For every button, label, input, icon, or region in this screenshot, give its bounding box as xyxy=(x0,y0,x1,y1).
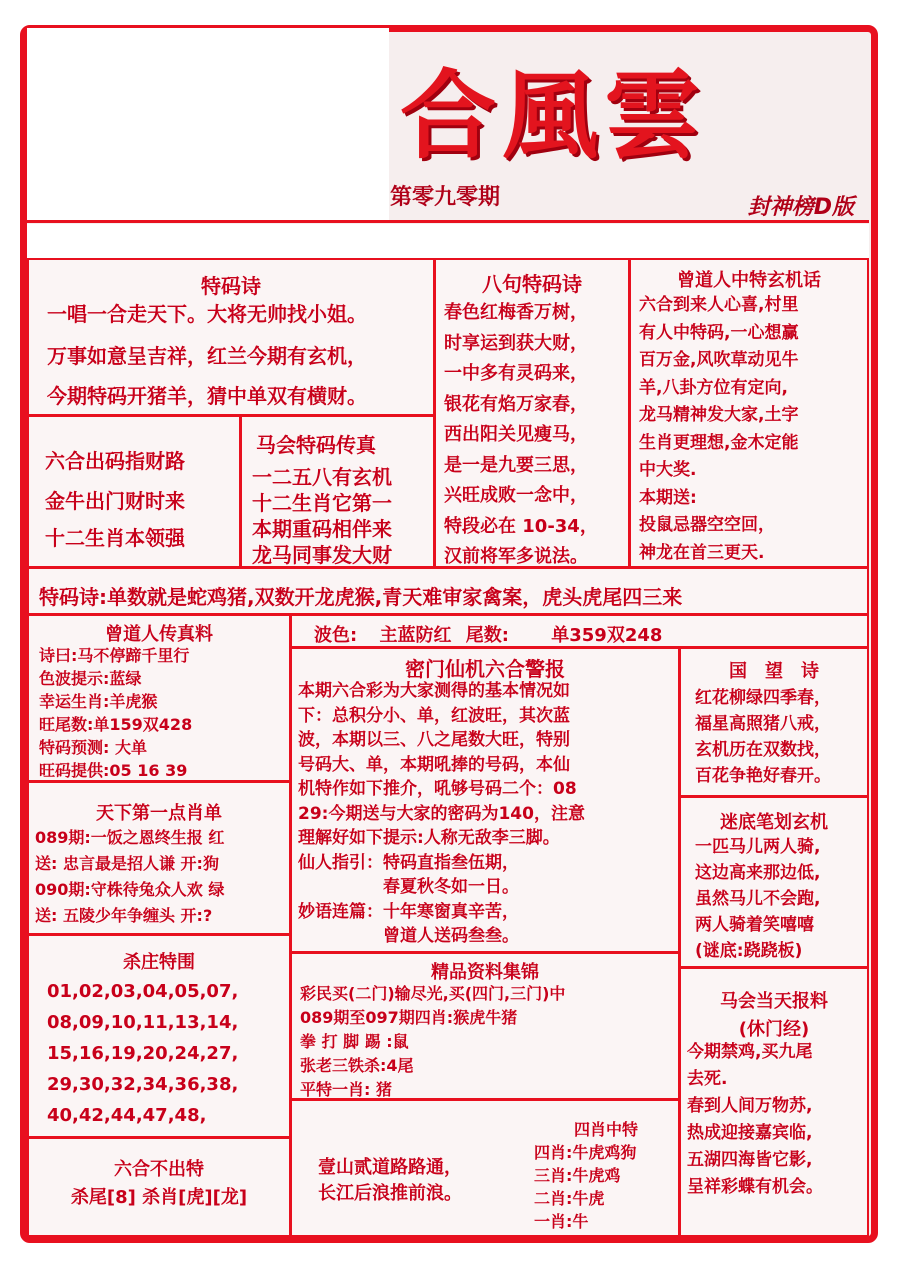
jingpin-line: 张老三铁杀:4尾 xyxy=(300,1056,414,1075)
issue-number: 第零九零期 xyxy=(390,185,501,210)
tail-value: 单359双248 xyxy=(551,625,663,646)
tianxia-line: 089期:一饭之恩终生报 红 xyxy=(35,828,225,847)
liuhe-caifu-line: 六合出码指财路 xyxy=(45,449,185,473)
mahui-baoliao-line: 五湖四海皆它影, xyxy=(687,1150,813,1170)
mimen-line: 29:今期送与大家的密码为140，注意 xyxy=(298,803,585,824)
white-strip xyxy=(27,224,869,258)
tianxia-box xyxy=(27,781,291,935)
guowang-title: 国 望 诗 xyxy=(729,661,819,682)
shazhuang-line: 01,02,03,04,05,07, xyxy=(47,981,239,1002)
mimen-line: 本期六合彩为大家测得的基本情况如 xyxy=(298,681,570,701)
mimen-line: 妙语连篇：十年寒窗真辛苦， xyxy=(298,901,519,922)
zeng-xuanji-line: 中大奖. xyxy=(639,460,697,480)
zeng-chuanzhen-line: 旺码提供:05 16 39 xyxy=(39,761,188,780)
sixiao-line: 四肖:牛虎鸡狗 xyxy=(534,1143,637,1162)
buchu-box xyxy=(27,1137,291,1237)
jingpin-line: 拳 打 脚 踢 :鼠 xyxy=(300,1032,409,1051)
liuhe-caifu-line: 十二生肖本领强 xyxy=(45,526,185,550)
tema-poem-line: 万事如意呈吉祥，红兰今期有玄机， xyxy=(47,344,367,368)
mahui-chuanzhen-line: 一二五八有玄机 xyxy=(252,465,392,489)
ba-ju-box xyxy=(434,258,630,568)
zeng-chuanzhen-box xyxy=(27,614,291,782)
zeng-xuanji-line: 本期送: xyxy=(639,487,697,508)
mimen-box xyxy=(290,647,680,953)
tail-label: 尾数: xyxy=(465,625,509,646)
jingpin-line: 平特一肖: 猪 xyxy=(300,1080,392,1099)
zeng-xuanji-line: 龙马精神发大家,土字 xyxy=(639,405,799,425)
jingpin-box xyxy=(290,952,680,1100)
ba-ju-line: 春色红梅香万树， xyxy=(444,302,588,323)
jingpin-line: 089期至097期四肖:猴虎牛猪 xyxy=(300,1008,518,1027)
shazhuang-line: 15,16,19,20,24,27, xyxy=(47,1043,239,1064)
buchu-line: 杀尾[8] 杀肖[虎][龙] xyxy=(70,1187,248,1208)
ba-ju-line: 时享运到获大财， xyxy=(444,332,588,354)
ba-ju-line: 兴旺成败一念中， xyxy=(444,485,588,506)
zeng-xuanji-title: 曾道人中特玄机话 xyxy=(677,270,821,291)
yishan-line: 壹山贰道路路通， xyxy=(318,1157,462,1178)
zeng-xuanji-line: 有人中特码,一心想赢 xyxy=(639,322,799,343)
zeng-xuanji-line: 羊,八卦方位有定向, xyxy=(639,377,788,398)
tema-poem-title: 特码诗 xyxy=(201,274,261,298)
ba-ju-line: 是一是九要三思， xyxy=(444,454,588,476)
zeng-chuanzhen-line: 幸运生肖:羊虎猴 xyxy=(39,692,158,711)
mahui-chuanzhen-title: 马会特码传真 xyxy=(256,433,376,457)
mahui-baoliao-box xyxy=(679,967,869,1237)
mimen-line: 波，本期以三、八之尾数大旺，特别 xyxy=(298,730,570,750)
ba-ju-line: 西出阳关见瘦马， xyxy=(444,424,588,445)
yishan-line: 长江后浪推前浪。 xyxy=(318,1183,462,1204)
midi-line: 这边高来那边低, xyxy=(695,863,821,883)
strip-poem: 特码诗:单数就是蛇鸡猪,双数开龙虎猴,青天难审家禽案，虎头虎尾四三来 xyxy=(39,585,683,609)
mimen-line: 机特作如下推介，吼够号码二个：08 xyxy=(298,779,577,799)
tema-poem-line: 今期特码开猪羊，猜中单双有横财。 xyxy=(47,384,367,408)
strip-poem-box xyxy=(27,567,869,615)
mahui-baoliao-line: 春到人间万物苏, xyxy=(687,1096,813,1116)
ba-ju-title: 八句特码诗 xyxy=(482,272,582,296)
zeng-xuanji-line: 六合到来人心喜,村里 xyxy=(639,295,799,315)
mahui-baoliao-line: 热成迎接嘉宾临, xyxy=(687,1123,813,1143)
mimen-line: 下：总积分小、单，红波旺，其次蓝 xyxy=(298,705,570,726)
midi-line: (谜底:跷跷板) xyxy=(695,941,803,961)
shazhuang-title: 杀庄特围 xyxy=(123,952,195,973)
mimen-title: 密门仙机六合警报 xyxy=(405,657,565,681)
tianxia-line: 090期:守株待兔众人欢 绿 xyxy=(35,880,225,899)
liuhe-caifu-line: 金牛出门财时来 xyxy=(45,489,185,513)
sixiao-line: 二肖:牛虎 xyxy=(534,1189,605,1208)
zeng-chuanzhen-line: 色波提示:蓝绿 xyxy=(39,669,142,688)
guowang-line: 福星高照猪八戒， xyxy=(695,714,831,734)
zeng-chuanzhen-line: 诗曰:马不停蹄千里行 xyxy=(39,646,190,665)
tianxia-line: 送: 忠言最是招人谦 开:狗 xyxy=(35,854,219,873)
midi-line: 虽然马儿不会跑, xyxy=(695,889,821,909)
zeng-xuanji-line: 生肖更理想,金木定能 xyxy=(639,432,799,453)
midi-line: 一匹马儿两人骑, xyxy=(695,837,821,857)
masthead xyxy=(390,30,868,222)
liuhe-caifu-box xyxy=(27,415,241,568)
guowang-line: 百花争艳好春开。 xyxy=(695,766,831,786)
mimen-line: 理解好如下提示:人称无敌李三脚。 xyxy=(298,828,560,848)
mimen-line: 号码大、单，本期吼捧的号码，本仙 xyxy=(298,754,570,775)
midi-title: 迷底笔划玄机 xyxy=(720,812,828,833)
guowang-line: 玄机历在双数找， xyxy=(695,740,831,760)
zeng-xuanji-line: 神龙在首三更天. xyxy=(639,542,765,563)
jingpin-title: 精品资料集锦 xyxy=(431,962,539,983)
ba-ju-line: 一中多有灵码来， xyxy=(444,363,588,384)
guowang-box xyxy=(679,647,869,797)
mahui-chuanzhen-line: 本期重码相伴来 xyxy=(252,517,392,541)
zeng-chuanzhen-title: 曾道人传真料 xyxy=(105,624,213,645)
buchu-title: 六合不出特 xyxy=(114,1159,204,1180)
yishan-box xyxy=(290,1099,680,1237)
mimen-line: 春夏秋冬如一日。 xyxy=(298,877,519,897)
tianxia-line: 送: 五陵少年争缠头 开:? xyxy=(35,906,213,925)
midi-line: 两人骑着笑嘻嘻 xyxy=(695,915,814,935)
zeng-xuanji-box xyxy=(629,258,869,568)
ba-ju-line: 汉前将军多说法。 xyxy=(444,546,588,567)
midi-box xyxy=(679,796,869,968)
zeng-xuanji-line: 百万金,风吹草动见牛 xyxy=(639,350,799,370)
zeng-chuanzhen-line: 特码预测: 大单 xyxy=(39,738,147,757)
shazhuang-line: 29,30,32,34,36,38, xyxy=(47,1074,239,1095)
tianxia-title: 天下第一点肖单 xyxy=(96,803,222,824)
mahui-chuanzhen-line: 龙马同事发大财 xyxy=(252,543,392,567)
guowang-line: 红花柳绿四季春， xyxy=(695,688,831,708)
tema-poem-line: 一唱一合走天下。大将无帅找小姐。 xyxy=(47,302,367,326)
ba-ju-line: 特段必在 10-34， xyxy=(444,515,598,537)
mahui-baoliao-line: 今期禁鸡,买九尾 xyxy=(687,1042,813,1062)
blank-panel xyxy=(27,28,389,220)
shazhuang-line: 40,42,44,47,48, xyxy=(47,1105,207,1126)
mahui-baoliao-title: 马会当天报料 xyxy=(720,991,828,1012)
mimen-line: 曾道人送码叁叁。 xyxy=(298,926,519,946)
divider xyxy=(27,220,869,223)
mahui-baoliao-line: 去死. xyxy=(687,1069,728,1089)
mahui-chuanzhen-box xyxy=(240,415,435,568)
mahui-chuanzhen-line: 十二生肖它第一 xyxy=(252,491,392,515)
boshe-value: 主蓝防红 xyxy=(379,625,452,646)
masthead-title: 合風雲 xyxy=(400,59,706,172)
mimen-line: 仙人指引：特码直指叁伍期， xyxy=(298,852,519,873)
shazhuang-line: 08,09,10,11,13,14, xyxy=(47,1012,239,1033)
zeng-xuanji-line: 投鼠忌器空空回， xyxy=(639,515,775,535)
shazhuang-box xyxy=(27,934,291,1138)
edition-label: 封神榜D版 xyxy=(747,195,854,220)
sixiao-line: 三肖:牛虎鸡 xyxy=(534,1166,621,1185)
sixiao-title: 四肖中特 xyxy=(574,1120,639,1139)
zeng-chuanzhen-line: 旺尾数:单159双428 xyxy=(39,715,193,734)
jingpin-line: 彩民买(二门)输尽光,买(四门,三门)中 xyxy=(300,984,566,1003)
sixiao-line: 一肖:牛 xyxy=(534,1212,589,1231)
tema-poem-box xyxy=(27,258,435,416)
ba-ju-line: 银花有焰万家春， xyxy=(444,393,588,415)
boshe-box xyxy=(290,614,869,648)
mahui-baoliao-line: 呈祥彩蝶有机会。 xyxy=(687,1177,823,1197)
boshe-label: 波色: xyxy=(314,625,358,646)
mahui-baoliao-subtitle: (休门经) xyxy=(738,1019,810,1040)
